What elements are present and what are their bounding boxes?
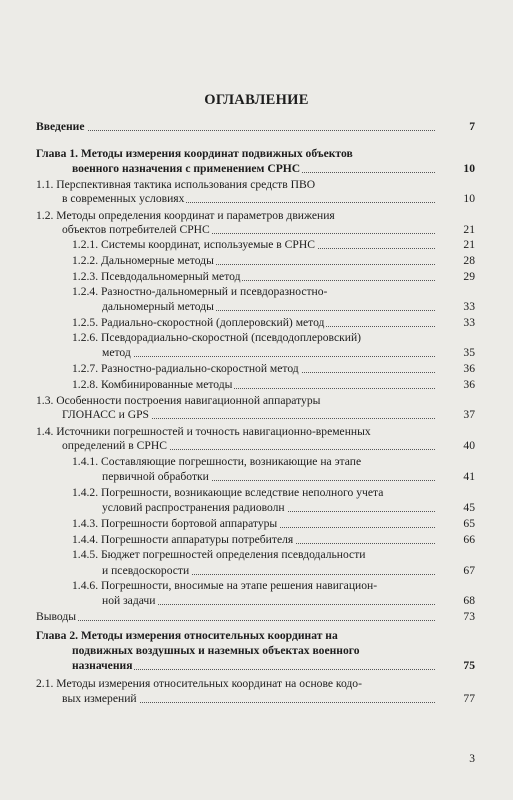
toc-entry-text: и псевдоскорости: [102, 564, 190, 577]
toc-entry: [102, 501, 513, 515]
toc-page-number: 68: [435, 594, 475, 608]
toc-entry: [72, 455, 513, 469]
toc-entry: [102, 564, 513, 578]
toc-entry-text: 1.2.2. Дальномерные методы: [72, 254, 214, 267]
toc-page-number: 28: [435, 254, 475, 268]
toc-page-number: 10: [435, 192, 475, 206]
toc-entry: [102, 346, 513, 360]
toc-entry: [62, 223, 513, 237]
toc-entry: [72, 579, 513, 593]
dot-leader: [36, 130, 467, 131]
toc-entry: [62, 439, 513, 453]
toc-entry-text: 1.4.5. Бюджет погрешностей определения псевдодальности: [72, 548, 366, 561]
toc-page-number: 73: [435, 610, 475, 624]
toc-entry-text: 1.2.6. Псевдорадиально-скоростной (псевдодоплеровский): [72, 331, 362, 344]
toc-page-number: 33: [435, 316, 475, 330]
toc-page-number: 7: [435, 120, 475, 134]
toc-entry-text: первичной обработки: [102, 470, 209, 483]
toc-page-number: 77: [435, 692, 475, 706]
toc-entry: [72, 331, 513, 345]
toc-entry-text: ной задачи: [102, 594, 156, 607]
toc-page-number: 36: [435, 378, 475, 392]
toc-entry-text: 1.4.2. Погрешности, возникающие вследствие неполного учета: [72, 486, 384, 499]
toc-entry-text: военного назначения с применением СРНС: [72, 162, 301, 175]
toc-entry: [62, 692, 513, 706]
toc-entry: [36, 677, 513, 691]
toc-entry-text: 1.2. Методы определения координат и параметров движения: [36, 209, 335, 222]
toc-entry-text: 1.2.1. Системы координат, используемые в СРНС: [72, 238, 315, 251]
toc-entry-text: 1.4.6. Погрешности, вносимые на этапе решения навигацион-: [72, 579, 378, 592]
toc-page-number: 21: [435, 238, 475, 252]
toc-page-number: 66: [435, 533, 475, 547]
toc-entry-text: 1.2.3. Псевдодальномерный метод: [72, 270, 241, 283]
toc-entry: [36, 178, 513, 192]
toc-page-number: 21: [435, 223, 475, 237]
toc-entry-text: 1.4.4. Погрешности аппаратуры потребителя: [72, 533, 294, 546]
toc-entry: [62, 192, 513, 206]
page-number: 3: [469, 753, 475, 765]
toc-page-number: 10: [435, 162, 475, 176]
toc-entry: [72, 254, 513, 268]
toc-entry-text: объектов потребителей СРНС: [62, 223, 210, 236]
toc-entry-text: Глава 2. Методы измерения относительных координат на: [36, 629, 338, 642]
toc-entry: [72, 162, 513, 176]
toc-entry: [72, 362, 513, 376]
toc-entry-text: Глава 1. Методы измерения координат подвижных объектов: [36, 147, 353, 160]
dot-leader: [36, 620, 467, 621]
toc-page-number: 35: [435, 346, 475, 360]
toc-entry-text: назначения: [72, 659, 133, 672]
toc-entry-text: Введение: [36, 120, 85, 133]
toc-page-number: 29: [435, 270, 475, 284]
toc-entry-text: вых измерений: [62, 692, 137, 705]
toc-entry-text: ГЛОНАСС и GPS: [62, 408, 149, 421]
toc-entry: [36, 394, 513, 408]
toc-entry: [36, 629, 513, 643]
toc-entry-text: 1.1. Перспективная тактика использования средств ПВО: [36, 178, 316, 191]
toc-entry-text: условий распространения радиоволн: [102, 501, 285, 514]
toc-page-number: 33: [435, 300, 475, 314]
toc-entry-text: дальномерный методы: [102, 300, 214, 313]
toc-entry: [72, 533, 513, 547]
toc-entry-text: 1.2.8. Комбинированные методы: [72, 378, 233, 391]
toc-page-number: 65: [435, 517, 475, 531]
toc-entry-text: в современных условиях: [62, 192, 185, 205]
toc-page-number: 36: [435, 362, 475, 376]
toc-entry: [102, 300, 513, 314]
toc-entry: [36, 610, 513, 624]
toc-page-number: 67: [435, 564, 475, 578]
toc-entry-text: 1.2.5. Радиально-скоростной (доплеровский) метод: [72, 316, 325, 329]
toc-entry-text: подвижных воздушных и наземных объектах военного: [72, 644, 360, 657]
toc-entry-text: определений в СРНС: [62, 439, 167, 452]
toc-entry: [62, 408, 513, 422]
toc-page-number: 41: [435, 470, 475, 484]
toc-entry-text: 1.4. Источники погрешностей и точность навигационно-временных: [36, 425, 371, 438]
toc-entry-text: 1.2.7. Разностно-радиально-скоростной метод: [72, 362, 299, 375]
toc-entry: [72, 285, 513, 299]
toc-entry-text: метод: [102, 346, 131, 359]
dot-leader: [102, 356, 467, 357]
toc-entry-text: 2.1. Методы измерения относительных координат на основе кодо-: [36, 677, 362, 690]
toc-page-number: 37: [435, 408, 475, 422]
toc-entry-text: Выводы: [36, 610, 77, 623]
toc-page-number: 40: [435, 439, 475, 453]
toc-entry-text: 1.2.4. Разностно-дальномерный и псевдоразностно-: [72, 285, 328, 298]
toc-entry-text: 1.3. Особенности построения навигационной аппаратуры: [36, 394, 321, 407]
toc-entry-text: 1.4.1. Составляющие погрешности, возникающие на этапе: [72, 455, 362, 468]
toc-entry: [72, 486, 513, 500]
toc-entry: [72, 378, 513, 392]
toc-entry: [36, 120, 513, 134]
toc-entry: [102, 594, 513, 608]
toc-page-number: 75: [435, 659, 475, 673]
toc-entry: [36, 209, 513, 223]
toc-entry: [72, 316, 513, 330]
toc-title: ОГЛАВЛЕНИЕ: [204, 92, 309, 108]
toc-entry: [72, 548, 513, 562]
toc-entry: [72, 517, 513, 531]
toc-page-number: 45: [435, 501, 475, 515]
toc-entry: [36, 147, 513, 161]
toc-entry: [72, 659, 513, 673]
toc-entry-text: 1.4.3. Погрешности бортовой аппаратуры: [72, 517, 278, 530]
toc-entry: [102, 470, 513, 484]
toc-entry: [72, 270, 513, 284]
toc-entry: [36, 425, 513, 439]
toc-entry: [72, 644, 513, 658]
toc-entry: [72, 238, 513, 252]
